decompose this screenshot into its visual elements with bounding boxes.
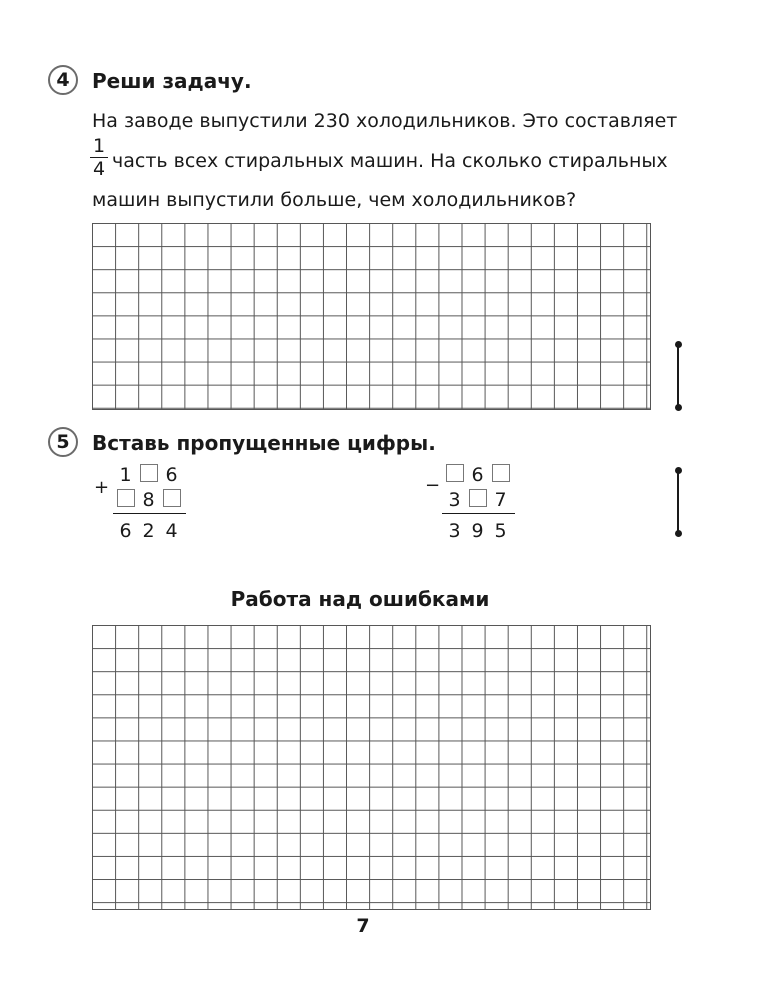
task-heading: Вставь пропущенные цифры. bbox=[92, 431, 436, 455]
digit: 3 bbox=[448, 520, 461, 542]
digit: 4 bbox=[165, 520, 178, 542]
digit: 6 bbox=[165, 464, 178, 486]
task-number: 4 bbox=[56, 69, 70, 91]
problem-text-line-1: На заводе выпустили 230 холодильников. Это составляет bbox=[92, 110, 678, 132]
score-marker-bottom bbox=[675, 530, 682, 537]
task-number: 5 bbox=[56, 431, 70, 453]
score-marker-bottom bbox=[675, 404, 682, 411]
missing-digit-box[interactable] bbox=[163, 489, 181, 507]
missing-digit-box[interactable] bbox=[117, 489, 135, 507]
problem-text-line-2: часть всех стиральных машин. На сколько стиральных bbox=[112, 150, 668, 172]
digit: 3 bbox=[448, 489, 461, 511]
task-heading: Реши задачу. bbox=[92, 69, 252, 93]
plus-sign: + bbox=[94, 477, 110, 498]
sum-line bbox=[113, 513, 186, 514]
digit: 6 bbox=[471, 464, 484, 486]
task-number-badge bbox=[48, 427, 78, 457]
score-marker-line bbox=[677, 345, 679, 407]
minus-sign: − bbox=[425, 475, 441, 496]
page-number: 7 bbox=[356, 915, 370, 937]
answer-grid[interactable] bbox=[92, 625, 651, 910]
difference-line bbox=[442, 513, 515, 514]
missing-digit-box[interactable] bbox=[446, 464, 464, 482]
digit: 2 bbox=[142, 520, 155, 542]
score-marker-line bbox=[677, 471, 679, 533]
digit: 5 bbox=[494, 520, 507, 542]
fraction-denominator: 4 bbox=[92, 158, 106, 180]
digit: 6 bbox=[119, 520, 132, 542]
task-number-badge bbox=[48, 65, 78, 95]
section-title: Работа над ошибками bbox=[230, 587, 490, 611]
missing-digit-box[interactable] bbox=[492, 464, 510, 482]
digit: 1 bbox=[119, 464, 132, 486]
problem-text-line-3: машин выпустили больше, чем холодильников? bbox=[92, 189, 577, 211]
digit: 8 bbox=[142, 489, 155, 511]
answer-grid[interactable] bbox=[92, 223, 651, 410]
fraction-numerator: 1 bbox=[92, 135, 106, 157]
digit: 9 bbox=[471, 520, 484, 542]
missing-digit-box[interactable] bbox=[140, 464, 158, 482]
digit: 7 bbox=[494, 489, 507, 511]
fraction bbox=[89, 136, 109, 179]
missing-digit-box[interactable] bbox=[469, 489, 487, 507]
